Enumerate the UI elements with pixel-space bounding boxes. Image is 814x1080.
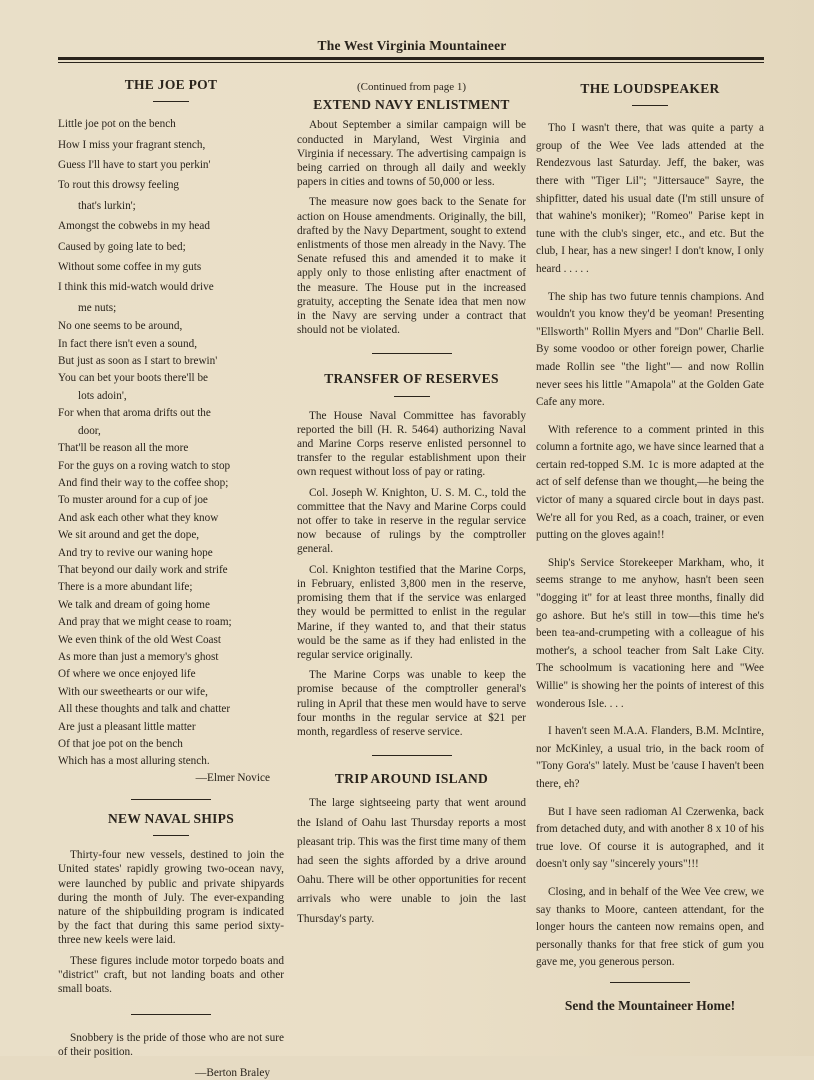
divider <box>394 396 430 397</box>
trip-title: TRIP AROUND ISLAND <box>334 771 489 787</box>
poem-line: In fact there isn't even a sound, <box>58 337 198 350</box>
navy-paragraph: The measure now goes back to the Senate for action on House amendments. Originally, the bill, drafted by the Navy Department, sought to extend enlistments of those men already in the Navy. The Senate refused this and amended it to make it apply only to those enlisting after enactment of the measure. The House put in the increased gratuity, accepting the Senate idea that men now in the Navy are serving under a contract that should not be violated. <box>297 196 526 337</box>
divider <box>153 101 189 102</box>
poem-line: But just as soon as I start to brewin' <box>58 355 218 368</box>
reserves-paragraph: Col. Knighton testified that the Marine Corps, in February, enlisted 3,800 men in the reserve, promising them that if the service was enlarged they would be permitted to enlist in the regular Marine, if they wanted to, and that their status would be the same as if they had enlisted in the regular service originally. <box>297 563 526 661</box>
reserves-paragraph: The House Naval Committee has favorably reported the bill (H. R. 5464) authorizing Naval and Marine Corps reserve enlisted personnel to transfer to the regular establishment upon their own request without loss of pay or rating. <box>297 409 526 479</box>
joe-pot-title: THE JOE POT <box>124 77 218 92</box>
loudspeaker-title: THE LOUDSPEAKER <box>580 81 720 96</box>
naval-ships-title: NEW NAVAL SHIPS <box>107 811 235 827</box>
divider <box>610 982 690 983</box>
poem-line: For when that aroma drifts out the <box>58 407 211 420</box>
poem-line: We sit around and get the dope, <box>58 529 200 542</box>
trip-article <box>297 772 526 929</box>
poem-line: All these thoughts and talk and chatter <box>58 703 231 716</box>
loudspeaker-paragraph: Tho I wasn't there, that was quite a party a group of the Wee Vee lads attended at the Rendezvous last Saturday. Jeff, the baker, was there with "Tiger Lil"; "Jittersauce" Sayre, the shipfitter, dated his usual date (I'm still unsure of that wahine's moniker); "Romeo" Parise kept in tune with the club's singer, etc., and etc. But the club, I hear, has a new singer! I don't know, I only heard . . . . . <box>536 122 764 275</box>
poem-line: Without some coffee in my guts <box>58 261 202 274</box>
column-middle <box>297 70 526 935</box>
divider <box>372 353 452 354</box>
divider <box>131 799 211 800</box>
poem-line: We talk and dream of going home <box>58 598 210 611</box>
snobbery-quote: Snobbery is the pride of those who are not sure of their position. <box>58 1032 284 1059</box>
tagline: Send the Mountaineer Home! <box>564 997 736 1013</box>
loudspeaker-paragraph: But I have seen radioman Al Czerwenka, back from detached duty, and with another 8 x 10 of his true love. Of course it is autographed, and it doesn't only say "sincerely yours"!!! <box>536 805 764 871</box>
poem-line: that's lurkin'; <box>78 199 136 212</box>
trip-paragraph: The large sightseeing party that went around the Island of Oahu last Thursday reports a most pleasant trip. This was the first time many of them had seen the sights afforded by a drive around Oahu. There will be other opportunities for recent arrivals who were unable to join the last Thursday's party. <box>297 797 526 925</box>
reserves-paragraph: Col. Joseph W. Knighton, U. S. M. C., told the committee that the Navy and Marine Corps could not offer to take in reserve in the regular service now because of rulings by the comptroller general. <box>297 486 526 556</box>
poem-line: With our sweethearts or our wife, <box>58 685 208 698</box>
poem-line: Which has a most alluring stench. <box>58 755 210 768</box>
poem-line: me nuts; <box>78 301 117 314</box>
navy-paragraph: About September a similar campaign will be conducted in Maryland, West Virginia and Virginia if necessary. The advertising campaign is being carried on through all daily and weekly papers in cities and towns of 50,000 or less. <box>297 119 526 189</box>
divider <box>153 835 189 836</box>
poem-line: Are just a pleasant little matter <box>58 720 196 733</box>
loudspeaker-paragraph: I haven't seen M.A.A. Flanders, B.M. McIntire, nor McKinley, a usual trio, in the back room of "Tony Gora's" lately. Must be 'cause I haven't been there, eh? <box>536 725 764 790</box>
masthead: The West Virginia Mountaineer <box>317 38 507 53</box>
poem-line: And ask each other what they know <box>58 511 219 524</box>
poem-line: No one seems to be around, <box>58 320 183 333</box>
poem-line: Guess I'll have to start you perkin' <box>58 159 211 172</box>
loudspeaker-paragraph: With reference to a comment printed in this column a fortnite ago, we have since learned that a certain red-topped S.M. 1c is more adapted at the act of self defense than we thought,—he being the victor of many a squared circle bout in days past. We're all for you Red, as a coach, trainer, or even putting on the gloves again!! <box>536 423 764 542</box>
divider <box>372 755 452 756</box>
poem-line: You can bet your boots there'll be <box>58 372 209 385</box>
poem-line: To muster around for a cup of joe <box>58 494 208 507</box>
loudspeaker-paragraph: Closing, and in behalf of the Wee Vee crew, we say thanks to Moore, canteen attendant, for the longer hours the canteen now remains open, and personally thanks for that free stick of gum you gave me, you generous person. <box>536 885 764 969</box>
divider <box>131 1014 211 1015</box>
poem-line: And try to revive our waning hope <box>58 546 213 559</box>
joe-pot-author: —Elmer Novice <box>195 771 270 784</box>
divider <box>632 105 668 106</box>
column-right <box>536 70 764 1013</box>
poem-line: lots adoin', <box>78 389 127 402</box>
naval-ships-paragraph: Thirty-four new vessels, destined to join the United states' rapidly growing two-ocean navy, were launched by public and private shipyards during the month of July. The ever-expanding nature of the shipbuilding program is indicated by the fact that during this same period sixty-three new keels were laid. <box>58 849 284 947</box>
poem-line: I think this mid-watch would drive <box>58 281 214 294</box>
poem-line: Amongst the cobwebs in my head <box>58 220 210 233</box>
masthead-rule <box>58 57 764 60</box>
loudspeaker-paragraph: The ship has two future tennis champions. And wouldn't you know they'd be yeoman! Presenting "Ellsworth" Rollin Myers and "Don" Charlie Bell. By some voodoo or other foreign power, Charlie made Rollin see "the light"— and now Rollin never sees his little "Amapola" at the Golden Gate Cafe any more. <box>536 290 764 409</box>
spacer <box>297 786 526 794</box>
poem-line: door, <box>78 424 101 437</box>
poem-line: How I miss your fragrant stench, <box>58 138 206 151</box>
poem-line: To rout this drowsy feeling <box>58 179 180 192</box>
poem-line: Of where we once enjoyed life <box>58 668 196 681</box>
poem-line: That'll be reason all the more <box>58 442 189 455</box>
poem-line: Of that joe pot on the bench <box>58 738 183 751</box>
snobbery-author: —Berton Braley <box>195 1066 270 1079</box>
masthead-rule-thin <box>58 62 764 63</box>
poem-line: For the guys on a roving watch to stop <box>58 459 231 472</box>
reserves-title: TRANSFER OF RESERVES <box>324 371 499 387</box>
loudspeaker-paragraph: Ship's Service Storekeeper Markham, who, it seems strange to me anyhow, hasn't been seen "dogging it" for at least three months, finally did go ashore. But he's still in tow—this time he's been tea-and-crumpeting with a colleague of his mother's, a school teacher from Salt Lake City. The schoolmum is vacationing here and "Wee Willie" is showing her the points of interest of this wonderous Isle. . . . <box>536 556 764 710</box>
continued-note: (Continued from page 1) <box>356 81 467 93</box>
reserves-paragraph: The Marine Corps was unable to keep the promise because of the comptroller general's ruling in April that these men would have to serve four months in the regular service at $21 per month, regardless of reserve service. <box>297 669 526 738</box>
poem-line: That beyond our daily work and strife <box>58 563 228 576</box>
poem-line: Caused by going late to bed; <box>58 240 186 253</box>
poem-line: And find their way to the coffee shop; <box>58 476 229 489</box>
navy-enlistment-title: EXTEND NAVY ENLISTMENT <box>313 97 510 113</box>
poem-line: As more than just a memory's ghost <box>58 650 219 663</box>
naval-ships-paragraph: These figures include motor torpedo boats and "district" craft, but not landing boats and other small boats. <box>58 954 284 996</box>
poem-line: We even think of the old West Coast <box>58 633 221 646</box>
poem-line: There is a more abundant life; <box>58 581 193 594</box>
poem-line: Little joe pot on the bench <box>58 118 176 131</box>
joe-pot-poem <box>58 114 284 771</box>
poem-line: And pray that we might cease to roam; <box>58 616 232 629</box>
column-left <box>58 70 284 1080</box>
